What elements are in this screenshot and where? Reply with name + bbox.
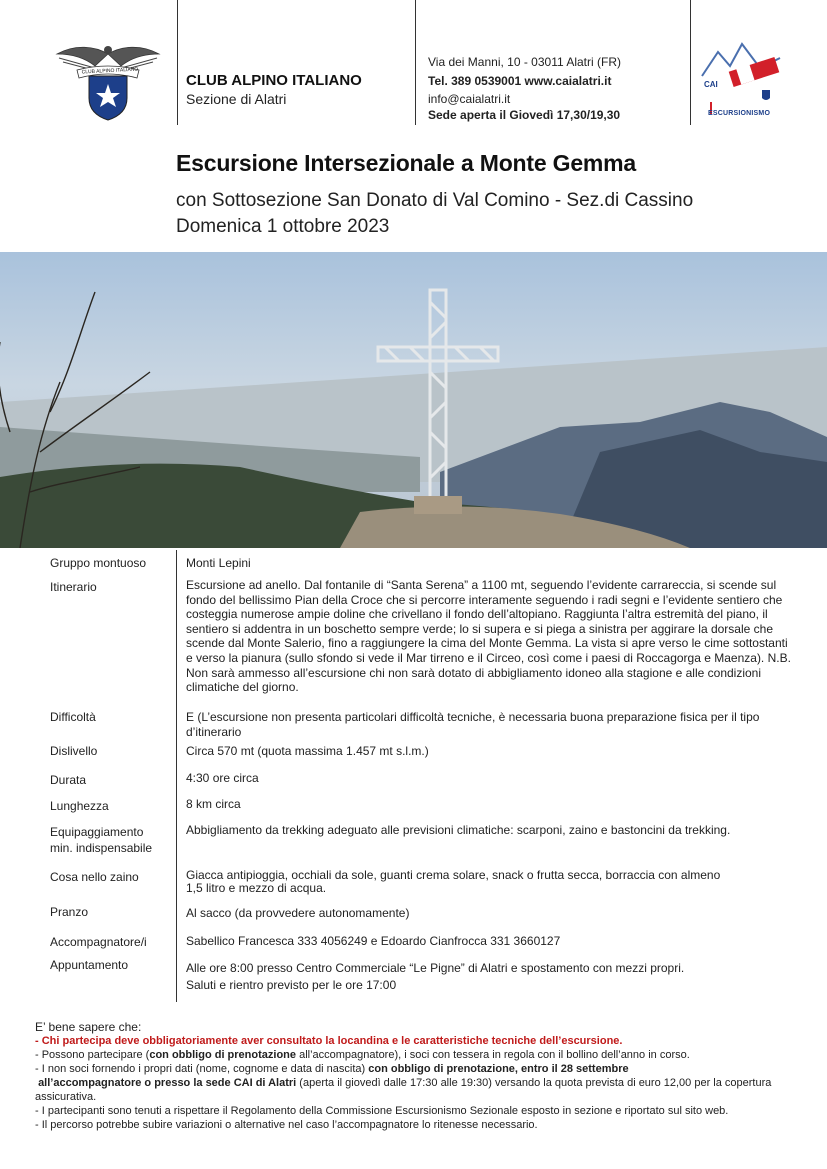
event-date: Domenica 1 ottobre 2023 — [176, 216, 390, 237]
value-appuntamento-2: Saluti e rientro previsto per le ore 17:00 — [186, 978, 397, 992]
label-dislivello: Dislivello — [50, 744, 98, 758]
event-subtitle: con Sottosezione San Donato di Val Comino - Sez.di Cassino — [176, 190, 694, 211]
header-divider-1 — [177, 0, 178, 125]
cai-eagle-logo — [55, 40, 161, 124]
event-title: Escursione Intersezionale a Monte Gemma — [176, 150, 637, 176]
value-appuntamento: Alle ore 8:00 presso Centro Commerciale “Le Pigne” di Alatri e spostamento con mezzi propri. — [186, 961, 685, 975]
label-accompagnatori: Accompagnatore/i — [50, 935, 147, 949]
email: info@caialatri.it — [428, 92, 511, 106]
note-regolamento: - I partecipanti sono tenuti a rispettare il Regolamento della Commissione Escursionismo Sezionale esposto in sezione e riportato sul sito web. — [35, 1105, 729, 1117]
label-equipaggiamento: Equipaggiamento — [50, 825, 144, 839]
summit-cross-photo — [0, 252, 827, 548]
label-pranzo: Pranzo — [50, 905, 89, 919]
value-gruppo: Monti Lepini — [186, 556, 251, 570]
value-lunghezza: 8 km circa — [186, 797, 241, 811]
header-divider-2 — [415, 0, 416, 125]
org-name: CLUB ALPINO ITALIANO — [186, 72, 362, 89]
org-section: Sezione di Alatri — [186, 91, 287, 107]
value-itinerario: Escursione ad anello. Dal fontanile di “Santa Serena” a 1100 mt, seguendo l’evidente carrareccia, si scende sul fondo del bellissimo Pian della Croce che si percorre interamente seguendo i radi segni e l’evidente sentiero che costeggia numerose ampie doline che crivellano il fondo dell’altopiano. Raggiunta l’altra estremità del piano, il sentiero si addentra in un boschetto sempre verde; lo si supera e si piega a sinistra per aggirare la dorsale che scende dal Monte Salerio, fino a raggiungere la cima del Monte Gemma. La vista si apre verso le cime sottostanti e verso la pianura (sullo sfondo si vede il Mar tirreno e il Circeo, così come i paesi di Roccagorga e Maenza). N.B. Non sarà ammesso all’escursione chi non sarà dotato di abbigliamento idoneo alla stagione e alle condizioni climatiche del giorno. — [186, 578, 791, 695]
notes-heading: E’ bene sapere che: — [35, 1020, 142, 1034]
note-non-soci: - I non soci fornendo i propri dati (nome, cognome e data di nascita) con obbligo di prenotazione, entro il 28 settembre all’accompagnatore o presso la sede CAI di Alatri (aperta il giovedì dalle 17:30 alle 19:30) versando la quota prevista di euro 12,00 per la copertura assicurativa. — [35, 1063, 772, 1103]
escursionismo-text: ESCURSIONISMO — [708, 110, 771, 117]
label-lunghezza: Lunghezza — [50, 799, 109, 813]
label-difficolta: Difficoltà — [50, 710, 96, 724]
cai-text: CAI — [704, 80, 718, 89]
label-appuntamento: Appuntamento — [50, 958, 129, 972]
value-accompagnatori: Sabellico Francesca 333 4056249 e Edoardo Cianfrocca 331 3660127 — [186, 934, 561, 948]
label-zaino: Cosa nello zaino — [50, 870, 139, 884]
cai-escursionismo-logo — [700, 38, 782, 122]
address: Via dei Manni, 10 - 03011 Alatri (FR) — [428, 55, 621, 69]
value-durata: 4:30 ore circa — [186, 771, 259, 785]
note-variazioni: - Il percorso potrebbe subire variazioni o alternative nel caso l’accompagnatore lo ritenesse necessario. — [35, 1119, 538, 1131]
notes-section — [35, 1020, 805, 1132]
opening-hours: Sede aperta il Giovedì 17,30/19,30 — [428, 108, 621, 122]
value-zaino-2: 1,5 litro e mezzo di acqua. — [186, 881, 327, 895]
header-divider-3 — [690, 0, 691, 125]
value-dislivello: Circa 570 mt (quota massima 1.457 mt s.l.m.) — [186, 744, 429, 758]
note-soci: - Possono partecipare (con obbligo di prenotazione all’accompagnatore), i soci con tessera in regola con il bollino dell’anno in corso. — [35, 1049, 690, 1061]
label-itinerario: Itinerario — [50, 580, 97, 594]
label-equipaggiamento-2: min. indispensabile — [50, 841, 153, 855]
value-pranzo: Al sacco (da provvedere autonomamente) — [186, 906, 410, 920]
value-equipaggiamento: Abbigliamento da trekking adeguato alle previsioni climatiche: scarponi, zaino e bastoncini da trekking. — [186, 823, 731, 837]
value-difficolta: E (L’escursione non presenta particolari difficoltà tecniche, è necessaria buona preparazione fisica per il tipo d’itinerario — [186, 710, 760, 739]
phone-web: Tel. 389 0539001 www.caialatri.it — [428, 74, 612, 88]
table-divider — [176, 550, 177, 1002]
label-gruppo: Gruppo montuoso — [50, 556, 147, 570]
logo-banner-text: CLUB ALPINO ITALIANO — [81, 66, 139, 76]
label-durata: Durata — [50, 773, 87, 787]
note-obbligatorio: - Chi partecipa deve obbligatoriamente aver consultato la locandina e le caratteristiche tecniche dell’escursione. — [35, 1035, 623, 1047]
value-zaino: Giacca antipioggia, occhiali da sole, guanti crema solare, snack o frutta secca, borraccia con almeno — [186, 868, 721, 882]
